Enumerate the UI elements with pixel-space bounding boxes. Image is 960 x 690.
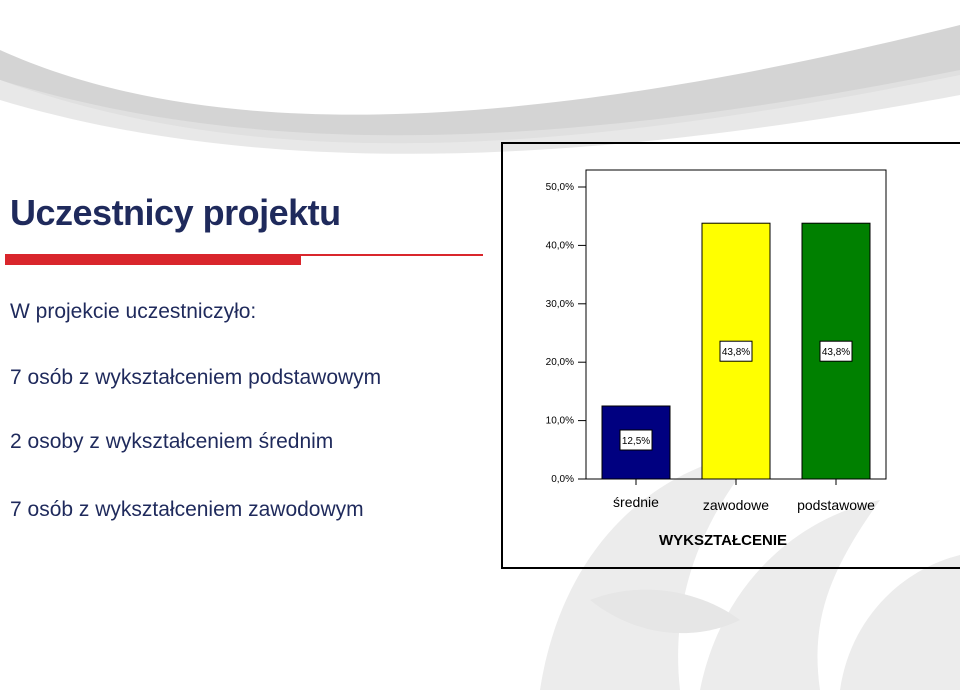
x-tick-label: średnie [613,494,659,510]
data-label: 43,8% [721,347,751,359]
x-tick-label: zawodowe [702,497,770,513]
y-tick-label: 10,0% [545,415,574,427]
data-label: 43,8% [821,347,851,359]
y-tick-label: 40,0% [545,240,574,252]
data-label: 12,5% [621,436,651,447]
y-tick-label: 0,0% [551,474,574,485]
y-tick-label: 30,0% [545,298,574,310]
page-title: Uczestnicy projektu [10,192,341,233]
x-axis-title: WYKSZTAŁCENIE [658,532,788,549]
x-tick-label: podstawowe [797,497,875,513]
participants-line-1: 7 osób z wykształceniem podstawowym [10,366,382,389]
y-tick-label: 50,0% [545,182,574,193]
intro-text: W projekcie uczestniczyło: [10,300,257,323]
y-tick-label: 20,0% [545,357,574,369]
participants-line-3: 7 osób z wykształceniem zawodowym [10,498,364,521]
participants-line-2: 2 osoby z wykształceniem średnim [10,430,334,453]
